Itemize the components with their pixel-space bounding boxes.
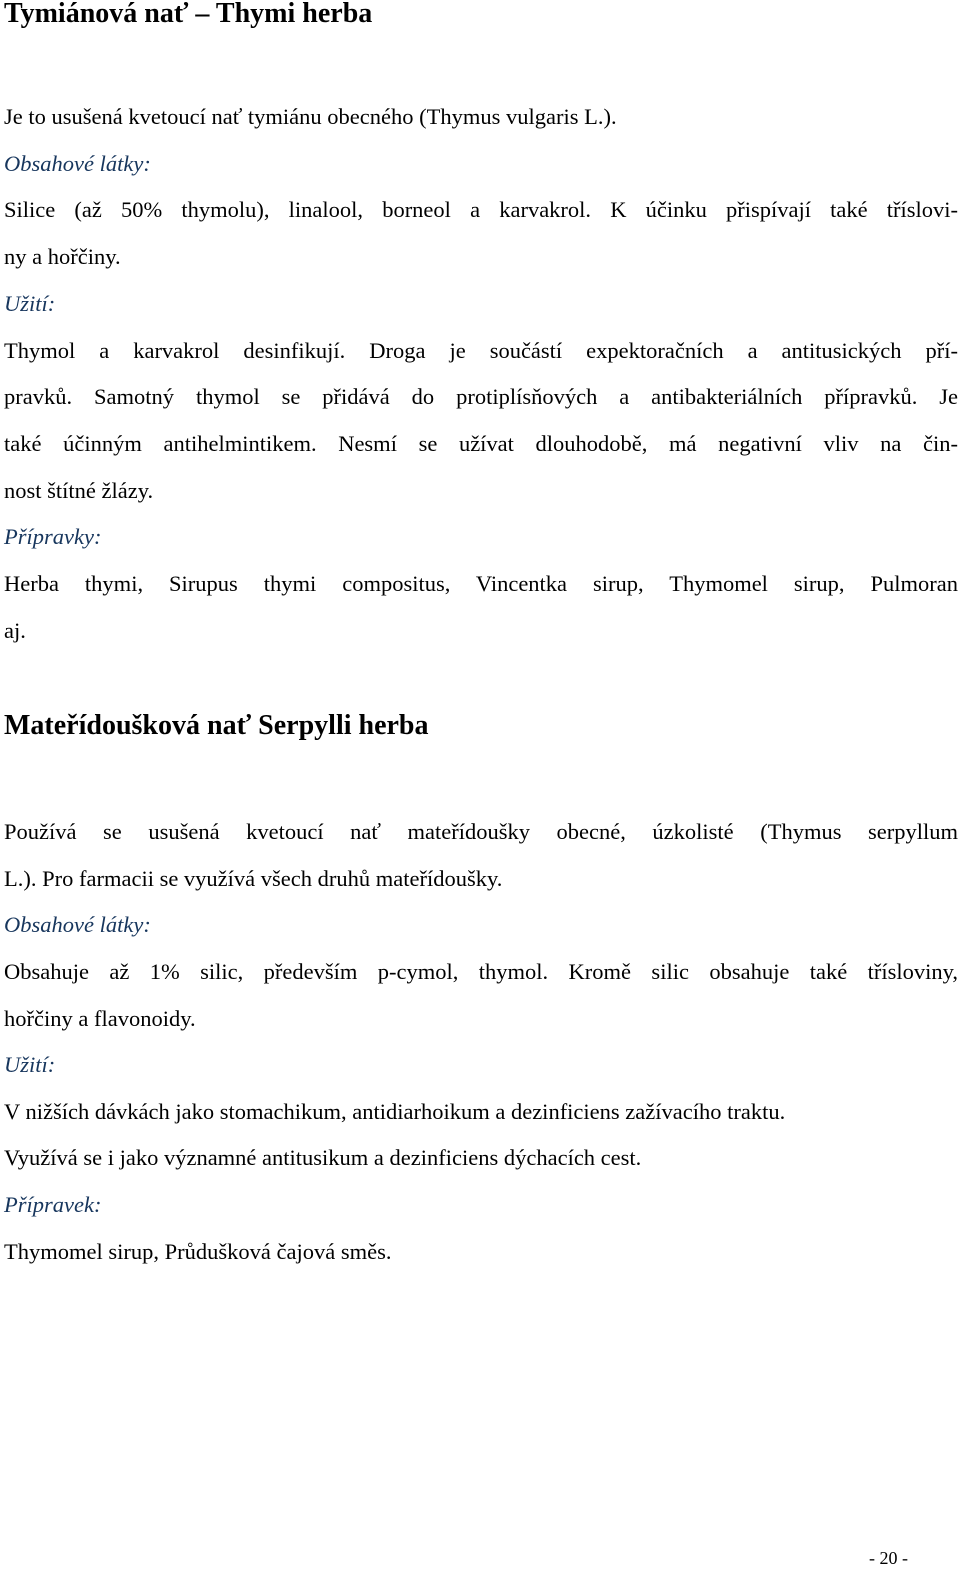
paragraph-line: Silice (až 50% thymolu), linalool, borneol a karvakrol. K účinku přispívají také tříslovi- xyxy=(4,197,958,222)
paragraph-line: Používá se usušená kvetoucí nať mateřídoušky obecné, úzkolisté (Thymus serpyllum xyxy=(4,819,958,844)
section-title-serpylli: Mateřídoušková nať Serpylli herba xyxy=(4,710,429,741)
label-obsahove-latky: Obsahové látky: xyxy=(4,151,151,176)
label-uziti: Užití: xyxy=(4,1052,56,1077)
paragraph-line: pravků. Samotný thymol se přidává do protiplísňových a antibakteriálních přípravků. Je xyxy=(4,384,958,409)
paragraph-line: L.). Pro farmacii se využívá všech druhů mateřídoušky. xyxy=(4,866,503,891)
label-pripravek: Přípravek: xyxy=(4,1192,102,1217)
paragraph-line: nost štítné žlázy. xyxy=(4,478,154,503)
paragraph-line: aj. xyxy=(4,618,26,643)
paragraph-line: Thymol a karvakrol desinfikují. Droga je součástí expektoračních a antitusických pří- xyxy=(4,338,958,363)
paragraph-intro-thymi: Je to usušená kvetoucí nať tymiánu obecného (Thymus vulgaris L.). xyxy=(4,104,617,129)
paragraph-line: Herba thymi, Sirupus thymi compositus, Vincentka sirup, Thymomel sirup, Pulmoran xyxy=(4,571,958,596)
paragraph-line: Obsahuje až 1% silic, především p-cymol, thymol. Kromě silic obsahuje také třísloviny, xyxy=(4,959,958,984)
label-pripravky: Přípravky: xyxy=(4,524,102,549)
page-number: - 20 - xyxy=(869,1548,908,1568)
document-page xyxy=(4,0,958,1570)
paragraph-line: V nižších dávkách jako stomachikum, antidiarhoikum a dezinficiens zažívacího traktu. xyxy=(4,1099,786,1124)
label-uziti: Užití: xyxy=(4,291,56,316)
paragraph-line: Thymomel sirup, Průdušková čajová směs. xyxy=(4,1239,392,1264)
paragraph-line: Využívá se i jako významné antitusikum a dezinficiens dýchacích cest. xyxy=(4,1145,642,1170)
paragraph-line: také účinným antihelmintikem. Nesmí se užívat dlouhodobě, má negativní vliv na čin- xyxy=(4,431,958,456)
section-title-thymi: Tymiánová nať – Thymi herba xyxy=(4,0,373,29)
label-obsahove-latky: Obsahové látky: xyxy=(4,912,151,937)
paragraph-line: ny a hořčiny. xyxy=(4,244,121,269)
paragraph-line: hořčiny a flavonoidy. xyxy=(4,1006,196,1031)
